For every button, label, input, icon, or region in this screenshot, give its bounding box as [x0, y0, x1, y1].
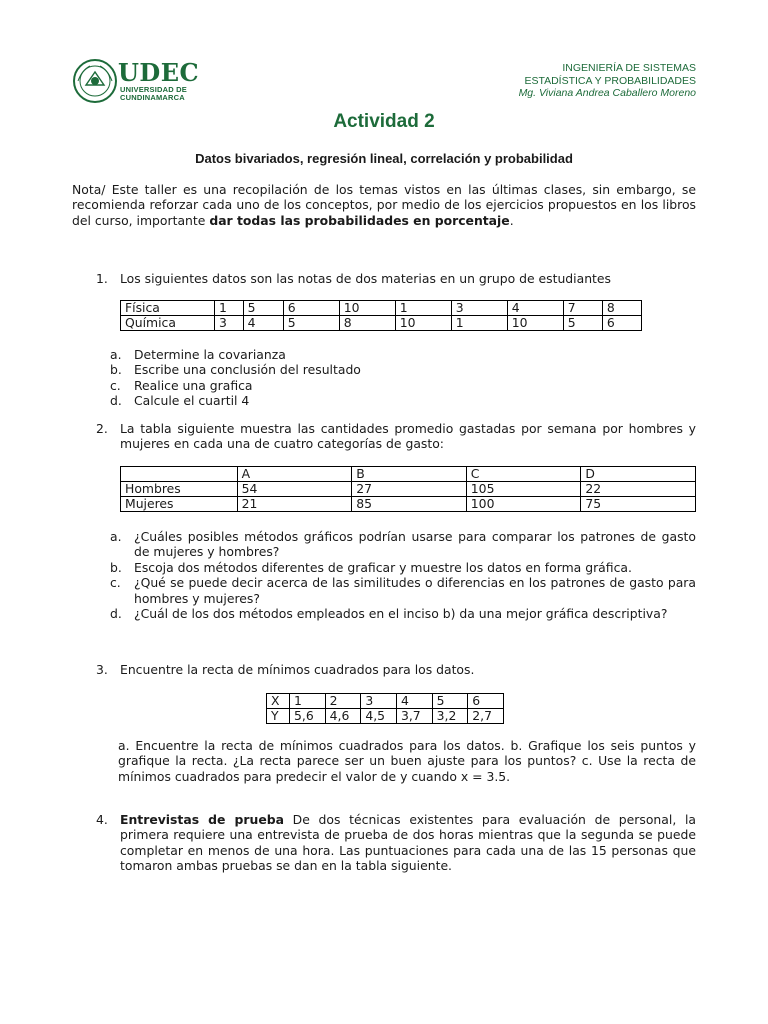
program-name: INGENIERÍA DE SISTEMAS — [562, 62, 696, 74]
item-letter: b. — [110, 362, 122, 378]
list-item — [110, 362, 696, 377]
table-cell: Química — [121, 316, 215, 331]
table-cell: 4 — [507, 301, 563, 316]
grades-table — [120, 300, 642, 331]
question-text: La tabla siguiente muestra las cantidades promedio gastadas por semana por hombres y mujeres en cada una de cuatro categorías de gasto: — [120, 421, 696, 452]
table-cell: 8 — [602, 301, 641, 316]
table-cell: 21 — [237, 497, 352, 512]
table-cell: 8 — [339, 316, 395, 331]
table-cell: 100 — [466, 497, 581, 512]
page-title: Actividad 2 — [333, 111, 435, 132]
table-cell: 5 — [563, 316, 602, 331]
table-cell: 10 — [507, 316, 563, 331]
table-cell: 5 — [283, 316, 339, 331]
table-cell: 4,5 — [361, 709, 397, 724]
university-seal-icon — [72, 58, 118, 104]
item-letter: c. — [110, 575, 121, 591]
table-cell: 6 — [602, 316, 641, 331]
table-cell: 5 — [243, 301, 283, 316]
table-row — [121, 467, 696, 482]
note-paragraph — [72, 182, 696, 228]
table-cell: Y — [267, 709, 290, 724]
question-bold: Entrevistas de prueba — [120, 812, 284, 827]
item-text: ¿Qué se puede decir acerca de las similitudes o diferencias en los patrones de gasto para hombres y mujeres? — [134, 575, 696, 606]
list-item — [110, 393, 696, 408]
question-number: 2. — [96, 421, 108, 436]
table-cell: 4,6 — [325, 709, 361, 724]
table-cell: D — [581, 467, 696, 482]
page-subtitle: Datos bivariados, regresión lineal, correlación y probabilidad — [195, 151, 573, 166]
question-1 — [96, 271, 696, 286]
table-cell: 3,7 — [396, 709, 432, 724]
list-item — [110, 378, 696, 393]
note-end: . — [509, 212, 514, 228]
table-cell: 4 — [396, 694, 432, 709]
item-letter: a. — [110, 529, 122, 544]
table-cell: X — [267, 694, 290, 709]
table-cell: 2 — [325, 694, 361, 709]
table-cell: 10 — [339, 301, 395, 316]
udec-logo — [72, 56, 202, 106]
list-item — [110, 529, 696, 560]
table-row — [121, 301, 642, 316]
logo-subtitle-2: CUNDINAMARCA — [120, 93, 185, 102]
table-cell: 85 — [352, 497, 467, 512]
question-text — [120, 812, 696, 874]
list-item — [110, 575, 696, 606]
item-letter: a. — [110, 347, 122, 362]
item-text: Escoja dos métodos diferentes de graficar y muestre los datos en forma gráfica. — [134, 559, 632, 575]
item-text: Calcule el cuartil 4 — [134, 393, 250, 409]
question-3-instructions: a. Encuentre la recta de mínimos cuadrados para los datos. b. Grafique los seis puntos y grafique la recta. ¿La recta parece ser un buen ajuste para los puntos? c. Use la recta de mínimos cuadrados para predecir el valor de y cuando x = 3.5. — [118, 738, 696, 784]
question-2 — [96, 421, 696, 452]
table-cell: Hombres — [121, 482, 238, 497]
question-number: 3. — [96, 662, 108, 677]
table-cell: 7 — [563, 301, 602, 316]
author-name: Mg. Viviana Andrea Caballero Moreno — [518, 87, 696, 99]
table-cell — [121, 467, 238, 482]
table-cell: 3 — [361, 694, 397, 709]
item-text: Realice una grafica — [134, 377, 253, 393]
logo-subtitle-1: UNIVERSIDAD DE — [120, 85, 187, 94]
item-text: ¿Cuáles posibles métodos gráficos podrían usarse para comparar los patrones de gasto de mujeres y hombres? — [134, 529, 696, 560]
course-name: ESTADÍSTICA Y PROBABILIDADES — [524, 74, 696, 87]
question-3 — [96, 662, 696, 677]
question-number: 1. — [96, 271, 108, 286]
table-cell: 10 — [395, 316, 451, 331]
table-cell: B — [352, 467, 467, 482]
list-item — [110, 560, 696, 575]
table-cell: 3 — [215, 316, 244, 331]
question-text: Encuentre la recta de mínimos cuadrados para los datos. — [120, 662, 475, 677]
table-cell: 22 — [581, 482, 696, 497]
table-cell: 2,7 — [468, 709, 504, 724]
table-cell: 1 — [395, 301, 451, 316]
item-letter: d. — [110, 606, 122, 622]
table-row — [121, 482, 696, 497]
question-body: De dos técnicas existentes para evaluación de personal, la primera requiere una entrevista de prueba de dos horas mientras que la segunda se puede completar en menos de una hora. Las puntuaciones para cada una de las 15 personas que tomaron ambas pruebas se dan en la tabla siguiente. — [120, 812, 696, 874]
table-cell: 27 — [352, 482, 467, 497]
note-text: Nota/ Este taller es una recopilación de los temas vistos en las últimas clases, sin embargo, se recomienda reforzar cada uno de los conceptos, por medio de los ejercicios propuestos en los libros del curso, importante — [72, 182, 696, 228]
table-cell: 75 — [581, 497, 696, 512]
logo-brand: UDEC — [118, 58, 200, 87]
table-cell: 3 — [451, 301, 507, 316]
table-row — [267, 694, 504, 709]
table-cell: Física — [121, 301, 215, 316]
header-info — [519, 62, 696, 100]
table-cell: 1 — [451, 316, 507, 331]
table-row — [121, 497, 696, 512]
table-cell: 105 — [466, 482, 581, 497]
table-cell: C — [466, 467, 581, 482]
item-letter: d. — [110, 393, 122, 409]
table-row — [121, 316, 642, 331]
table-cell: 6 — [468, 694, 504, 709]
item-letter: b. — [110, 559, 122, 575]
note-bold: dar todas las probabilidades en porcentaje — [209, 212, 510, 228]
table-cell: 3,2 — [432, 709, 468, 724]
question-1-items — [110, 347, 696, 409]
table-cell: 1 — [215, 301, 244, 316]
question-4 — [96, 812, 696, 874]
table-cell: 6 — [283, 301, 339, 316]
question-text: Los siguientes datos son las notas de dos materias en un grupo de estudiantes — [120, 271, 611, 286]
table-cell: 1 — [290, 694, 326, 709]
table-cell: 54 — [237, 482, 352, 497]
item-letter: c. — [110, 377, 121, 393]
list-item — [110, 606, 696, 621]
item-text: Determine la covarianza — [134, 347, 286, 362]
list-item — [110, 347, 696, 362]
table-cell: 5 — [432, 694, 468, 709]
spending-table — [120, 466, 696, 512]
item-text: ¿Cuál de los dos métodos empleados en el inciso b) da una mejor gráfica descriptiva? — [134, 606, 668, 622]
question-2-items — [110, 529, 696, 621]
item-text: Escribe una conclusión del resultado — [134, 362, 361, 378]
question-number: 4. — [96, 812, 108, 827]
table-cell: A — [237, 467, 352, 482]
xy-table — [266, 693, 504, 724]
table-cell: Mujeres — [121, 497, 238, 512]
table-row — [267, 709, 504, 724]
table-cell: 4 — [243, 316, 283, 331]
table-cell: 5,6 — [290, 709, 326, 724]
